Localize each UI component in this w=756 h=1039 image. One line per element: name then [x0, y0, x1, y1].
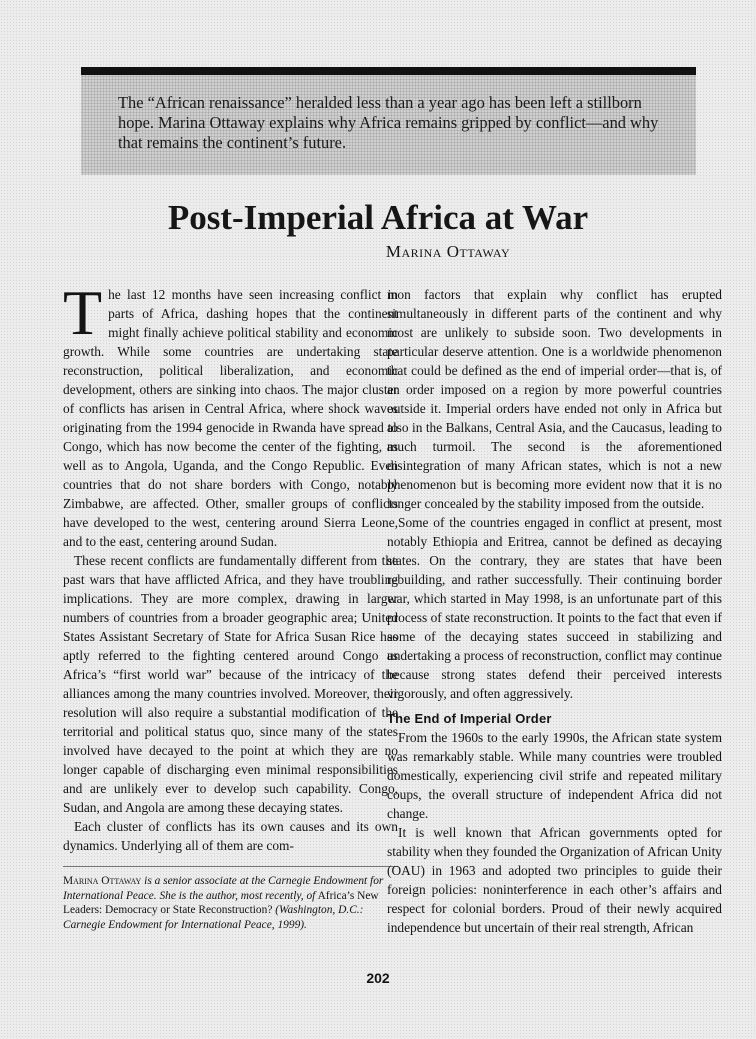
paragraph-3: Each cluster of conflicts has its own causes and its own dynamics. Underlying all of them are com-: [63, 819, 398, 853]
paragraph-5: Some of the countries engaged in conflict at present, most notably Ethiopia and Eritrea, cannot be defined as decaying states. On the contrary, they are states that have been rebuilding, and rather successfully. Their continuing border war, which started in May 1998, is an unfortunate part of this process of state reconstruction. It points to the fact that even if some of the decaying states succeed in stabilizing and undertaking a process of reconstruction, conflict may continue because strong states defend their perceived interests vigorously, and often aggressively.: [387, 515, 722, 701]
footnote-role: is a senior associate at the Carnegie Endowment for International Peace. She is the author, most recently, of: [63, 875, 384, 902]
paragraph-7: It is well known that African governments opted for stability when they founded the Organization of African Unity (OAU) in 1963 and adopted two principles to guide their foreign policies: noninterference in each other’s affairs and respect for colonial borders. Proud of their newly acquired independence but uncertain of their real strength, African: [387, 825, 722, 935]
drop-cap: T: [63, 277, 103, 348]
footnote-publication: (Washington, D.C.: Carnegie Endowment for International Peace, 1999).: [63, 904, 364, 931]
paragraph-4: mon factors that explain why conflict has erupted simultaneously in different parts of the continent and why most are unlikely to subside soon. Two developments in particular deserve attention. One is a worldwide phenomenon that could be defined as the end of imperial order—that is, of an order imposed on a region by more powerful countries outside it. Imperial orders have ended not only in Africa but also in the Balkans, Central Asia, and the Caucasus, leading to much turmoil. The second is the aforementioned disintegration of many African states, which is not a new phenomenon but is becoming more evident now that it is no longer concealed by the stability imposed from the outside.: [387, 287, 722, 511]
footnote-book-title: Africa’s New Leaders: Democracy or State Reconstruction?: [63, 889, 379, 917]
article-author: Marina Ottaway: [385, 242, 511, 261]
article-title: Post-Imperial Africa at War: [167, 198, 589, 237]
paragraph-6: From the 1960s to the early 1990s, the African state system was remarkably stable. While many countries were troubled domestically, experiencing civil strife and repeated military coups, the overall structure of independent Africa did not change.: [387, 730, 722, 821]
banner-top-rule: [81, 67, 696, 75]
left-column: [63, 277, 398, 932]
footnote-author-name: Marina Ottaway: [63, 875, 142, 887]
right-column: [387, 285, 722, 937]
paragraph-1: [63, 277, 398, 551]
author-bio: [63, 874, 398, 932]
banner-pull-quote: The “African renaissance” heralded less than a year ago has been left a stillborn hope. Marina Ottaway explains why Africa remains gripped by conflict—and why that remains the continent’s future.: [118, 93, 659, 152]
page-number: 202: [366, 970, 390, 986]
footnote: [63, 866, 398, 932]
paragraph-2: These recent conflicts are fundamentally different from the past wars that have afflicted Africa, and they have troubling implications. They are more complex, drawing in larger numbers of countries from a broader geographic area; United States Assistant Secretary of State for Africa Susan Rice has aptly referred to the fighting centered around Congo as Africa’s “first world war” because of the intricacy of the alliances among the many countries involved. Moreover, their resolution will also require a substantial modification of the territorial and political status quo, since many of the states involved have decayed to the point at which they are no longer capable of discharging even minimal responsibilities and are unlikely ever to develop such capability. Congo, Sudan, and Angola are among these decaying states.: [63, 553, 398, 815]
section-heading: The End of Imperial Order: [387, 711, 552, 726]
paragraph-1-text: he last 12 months have seen increasing conflict in parts of Africa, dashing hopes that the continent might finally achieve political stability and economic growth. While some countries are undertaking state reconstruction, political liberalization, and economic development, others are sinking into chaos. The major cluster of conflicts has arisen in Central Africa, where shock waves originating from the 1994 genocide in Rwanda have spread to Congo, which has now become the center of the fighting, as well as to Angola, Uganda, and the Congo Republic. Even countries that do not share borders with Congo, notably Zimbabwe, are affected. Other, smaller groups of conflicts have developed to the west, centering around Sierra Leone, and to the east, centering around Sudan.: [63, 287, 398, 549]
